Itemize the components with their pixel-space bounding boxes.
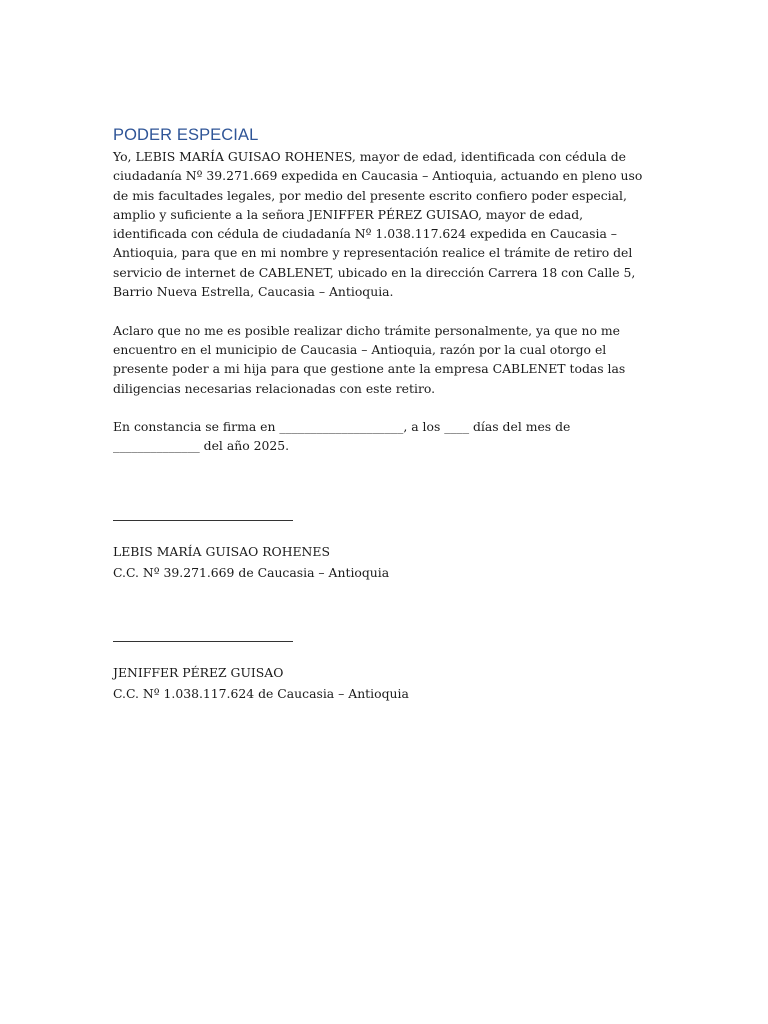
signer-id: C.C. Nº 1.038.117.624 de Caucasia – Antioquia [113,686,409,701]
signature-block-grantor [113,520,389,583]
signature-line [113,641,293,642]
signature-line [113,520,293,521]
signer-name: LEBIS MARÍA GUISAO ROHENES [113,544,330,559]
paragraph-signing-place: En constancia se firma en ____________________, a los ____ días del mes de ______________ del año 2025. [113,419,571,454]
signer-id: C.C. Nº 39.271.669 de Caucasia – Antioquia [113,565,390,580]
paragraph-grant: Yo, LEBIS MARÍA GUISAO ROHENES, mayor de edad, identificada con cédula de ciudadanía Nº 39.271.669 expedida en Caucasia – Antioquia, actuando en pleno uso de mis facultades legales, por medio del presente escrito confiero poder especial, amplio y suficiente a la señora JENIFFER PÉREZ GUISAO, mayor de edad, identificada con cédula de ciudadanía Nº 1.038.117.624 expedida en Caucasia – Antioquia, para que en mi nombre y representación realice el trámite de retiro del servicio de internet de CABLENET, ubicado en la dirección Carrera 18 con Calle 5, Barrio Nueva Estrella, Caucasia – Antioquia. [113,149,643,300]
signer-name: JENIFFER PÉREZ GUISAO [113,665,284,680]
document-body [113,124,658,475]
document-title: PODER ESPECIAL [113,126,259,144]
paragraph-clarification: Aclaro que no me es posible realizar dicho trámite personalmente, ya que no me encuentro en el municipio de Caucasia – Antioquia, razón por la cual otorgo el presente poder a mi hija para que gestione ante la empresa CABLENET todas las diligencias necesarias relacionadas con este retiro. [113,322,626,396]
signature-block-attorney [113,641,409,704]
